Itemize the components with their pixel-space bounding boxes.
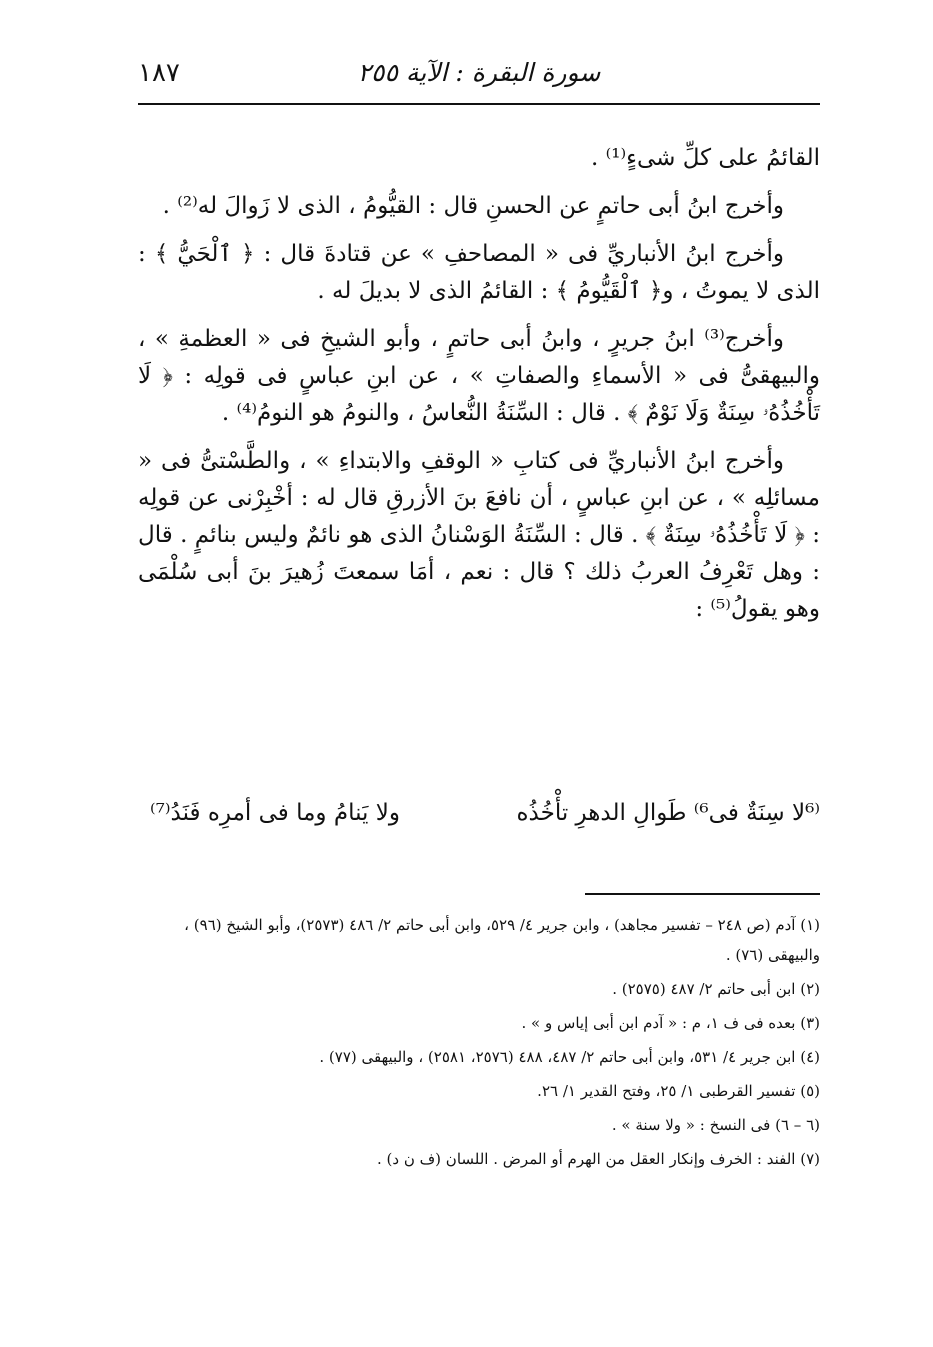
footnote: (٢) ابن أبى حاتم ٢/ ٤٨٧ (٢٥٧٥) . — [612, 980, 820, 998]
paragraph: وأخرج ابنُ أبى حاتمٍ عن الحسنِ قال : القيُّومُ ، الذى لا زَوالَ له⁽²⁾ . — [162, 193, 784, 219]
footnote: (٧) الفند : الخرف وإنكار العقل من الهرم أو المرض . اللسان (ف ن د) . — [377, 1150, 820, 1168]
footnote: (٣) بعده فى ف ١، م : « آدم ابن أبى إياس و » . — [521, 1014, 820, 1032]
paragraph: القائمُ على كلِّ شىءٍ⁽¹⁾ . — [591, 145, 820, 171]
second-hemistich: ولا يَنامُ وما فى أمرِه فَنَدُ⁽⁷⁾ — [150, 800, 400, 826]
first-hemistich: ⁽⁶لا سِنَةٌ فى⁶⁾ طَوالِ الدهرِ تأْخُذُه — [516, 800, 820, 826]
footnotes — [138, 910, 820, 1178]
paragraph: وأخرج⁽³⁾ ابنُ جريرٍ ، وابنُ أبى حاتمٍ ، وأبو الشيخِ فى « العظمةِ » ، والبيهقىُّ فى « الأسماءِ والصفاتِ » ، عن ابنِ عباسٍ فى قولِه : ﴿ لَا تَأْخُذُهُۥ سِنَةٌ وَلَا نَوْمٌ ﴾ . قال : السِّنَةُ النُّعاسُ ، والنومُ هو النومُ⁽⁴⁾ . — [138, 326, 820, 426]
footnote: (١) آدم (ص ٢٤٨ – تفسير مجاهد) ، وابن جرير ٤/ ٥٢٩، وابن أبى حاتم ٢/ ٤٨٦ (٢٥٧٣)، وأبو الشيخ (٩٦) ، والبيهقى (٧٦) . — [184, 916, 820, 964]
footnote-separator — [585, 893, 820, 895]
paragraph: وأخرج ابنُ الأنباريِّ فى كتابِ « الوقفِ والابتداءِ » ، والطَّسْتىُّ فى « مسائلِه » ، عن ابنِ عباسٍ ، أن نافعَ بنَ الأزرقِ قال له : أخْبِرْنى عن قولِه : ﴿ لَا تَأْخُذُهُۥ سِنَةٌ ﴾ . قال : السِّنَةُ الوَسْنانُ الذى هو نائمٌ وليس بنائمٍ . قال : وهل تَعْرِفُ العربُ ذلك ؟ قال : نعم ، أمَا سمعتَ زُهيرَ بنَ أبى سُلْمَى وهو يقولُ⁽⁵⁾ : — [138, 448, 820, 622]
poetry-verse — [150, 800, 820, 844]
paragraph: وأخرج ابنُ الأنباريِّ فى « المصاحفِ » عن قتادةَ قال : ﴿ ٱلْحَيُّ ﴾ : الذى لا يموتُ ، و﴿ ٱلْقَيُّومُ ﴾ : القائمُ الذى لا بديلَ له . — [138, 241, 820, 304]
page-number: ١٨٧ — [138, 58, 180, 88]
footnote: (٥) تفسير القرطبى ١/ ٢٥، وفتح القدير ١/ ٢٦. — [537, 1082, 820, 1100]
page-header — [138, 50, 820, 100]
main-text — [138, 140, 820, 639]
running-title: سورة البقرة : الآية ٢٥٥ — [357, 58, 601, 87]
footnote: (٤) ابن جرير ٤/ ٥٣١، وابن أبى حاتم ٢/ ٤٨٧، ٤٨٨ (٢٥٧٦، ٢٥٨١) ، والبيهقى (٧٧) . — [319, 1048, 820, 1066]
header-rule — [138, 103, 820, 105]
footnote: (٦ – ٦) فى النسخ : « ولا سنة » . — [611, 1116, 820, 1134]
